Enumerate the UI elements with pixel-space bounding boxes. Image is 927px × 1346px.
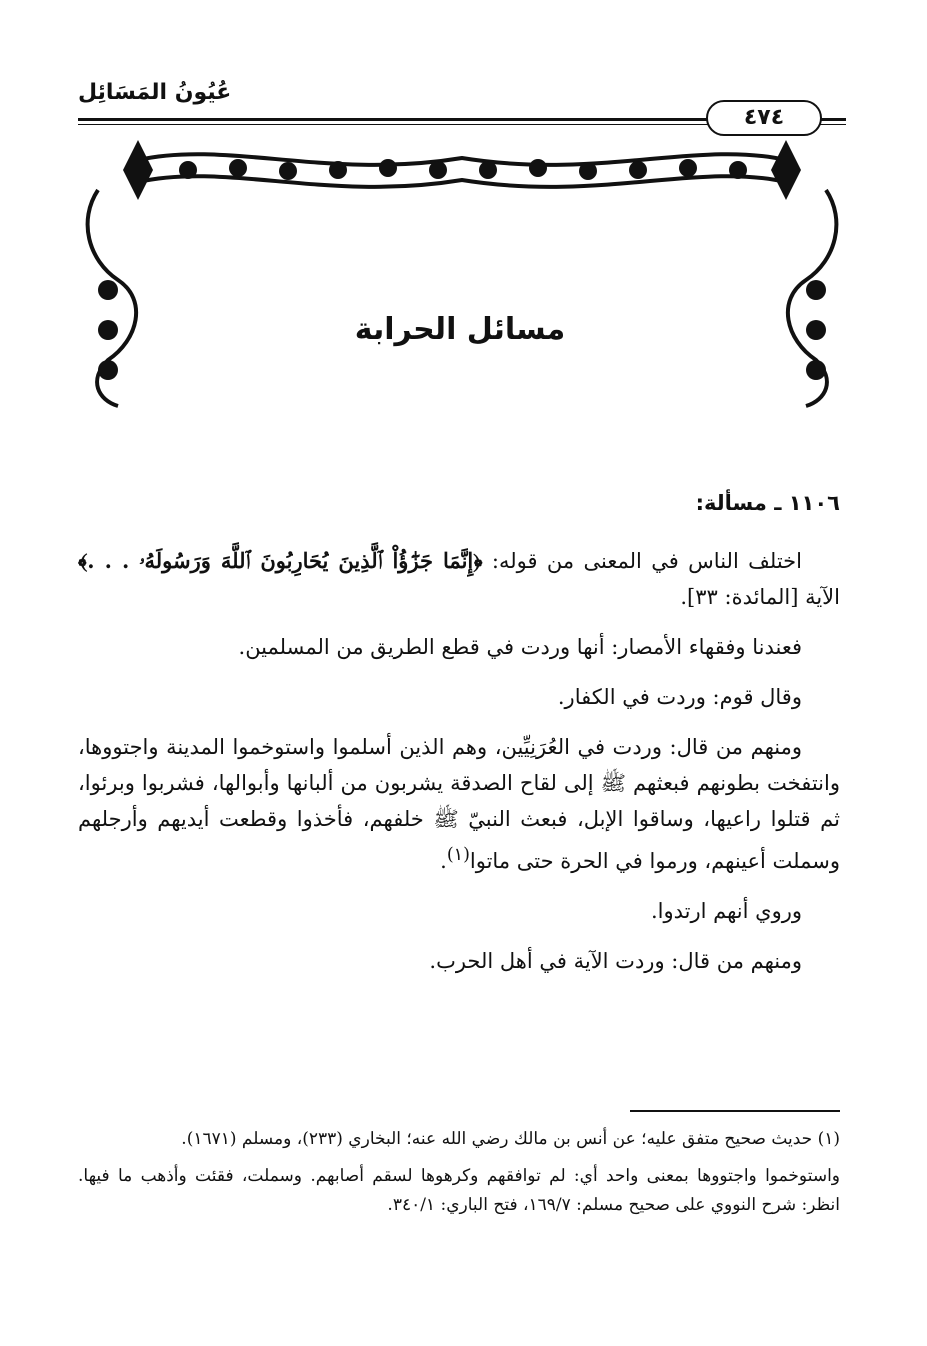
quran-verse: ﴿إِنَّمَا جَزَٰٓؤُاْ ٱلَّذِينَ يُحَارِبُونَ ٱللَّهَ وَرَسُولَهُۥ . . .﴾ <box>78 548 483 573</box>
paragraph-text: اختلف الناس في المعنى من قوله: <box>482 549 802 573</box>
footnotes <box>78 1125 840 1228</box>
paragraph: وقال قوم: وردت في الكفار. <box>557 685 802 709</box>
footnote: (١) حديث صحيح متفق عليه؛ عن أنس بن مالك رضي الله عنه؛ البخاري (٢٣٣)، ومسلم (١٦٧١). <box>181 1129 840 1149</box>
footnote-marker: (١) <box>446 845 470 865</box>
paragraph: وروي أنهم ارتدوا. <box>650 899 802 923</box>
paragraph <box>78 729 840 879</box>
chapter-title: مسائل الحرابة <box>354 312 566 347</box>
paragraph: فعندنا وفقهاء الأمصار: أنها وردت في قطع الطريق من المسلمين. <box>238 635 802 659</box>
page-number: ٤٧٤ <box>706 100 822 136</box>
paragraph-end: . <box>440 849 447 873</box>
verse-reference: الآية [المائدة: ٣٣]. <box>680 585 840 609</box>
paragraph-text: ومنهم من قال: وردت في العُرَنِيِّين، وهم الذين أسلموا واستوخموا المدينة واجتووها، وانتفخت بطونهم فبعثهم ﷺ إلى لقاح الصدقة يشربون من ألبانها وأبوالها، فشربوا وبرئوا، ثم قتلوا راعيها، وساقوا الإبل، فبعث النبيّ ﷺ خلفهم، فأخذوا وقطعت أيديهم وأرجلهم وسملت أعينهم، ورموا في الحرة حتى ماتوا <box>78 735 840 873</box>
paragraph <box>78 543 840 615</box>
body-text <box>78 485 840 993</box>
footnote: واستوخموا واجتووها بمعنى واحد أي: لم توافقهم وكرهوها لسقم أصابهم. وسملت، فقئت وأذهب ما فيها. انظر: شرح النووي على صحيح مسلم: ١٦٩/٧، فتح الباري: ٣٤٠/١. <box>78 1166 840 1215</box>
issue-heading: ١١٠٦ ـ مسألة: <box>695 491 840 515</box>
chapter-ornament-frame <box>78 130 846 410</box>
footnote-separator <box>630 1110 840 1112</box>
book-title: عُيُونُ المَسَائِل <box>78 80 232 105</box>
paragraph: ومنهم من قال: وردت الآية في أهل الحرب. <box>429 949 802 973</box>
